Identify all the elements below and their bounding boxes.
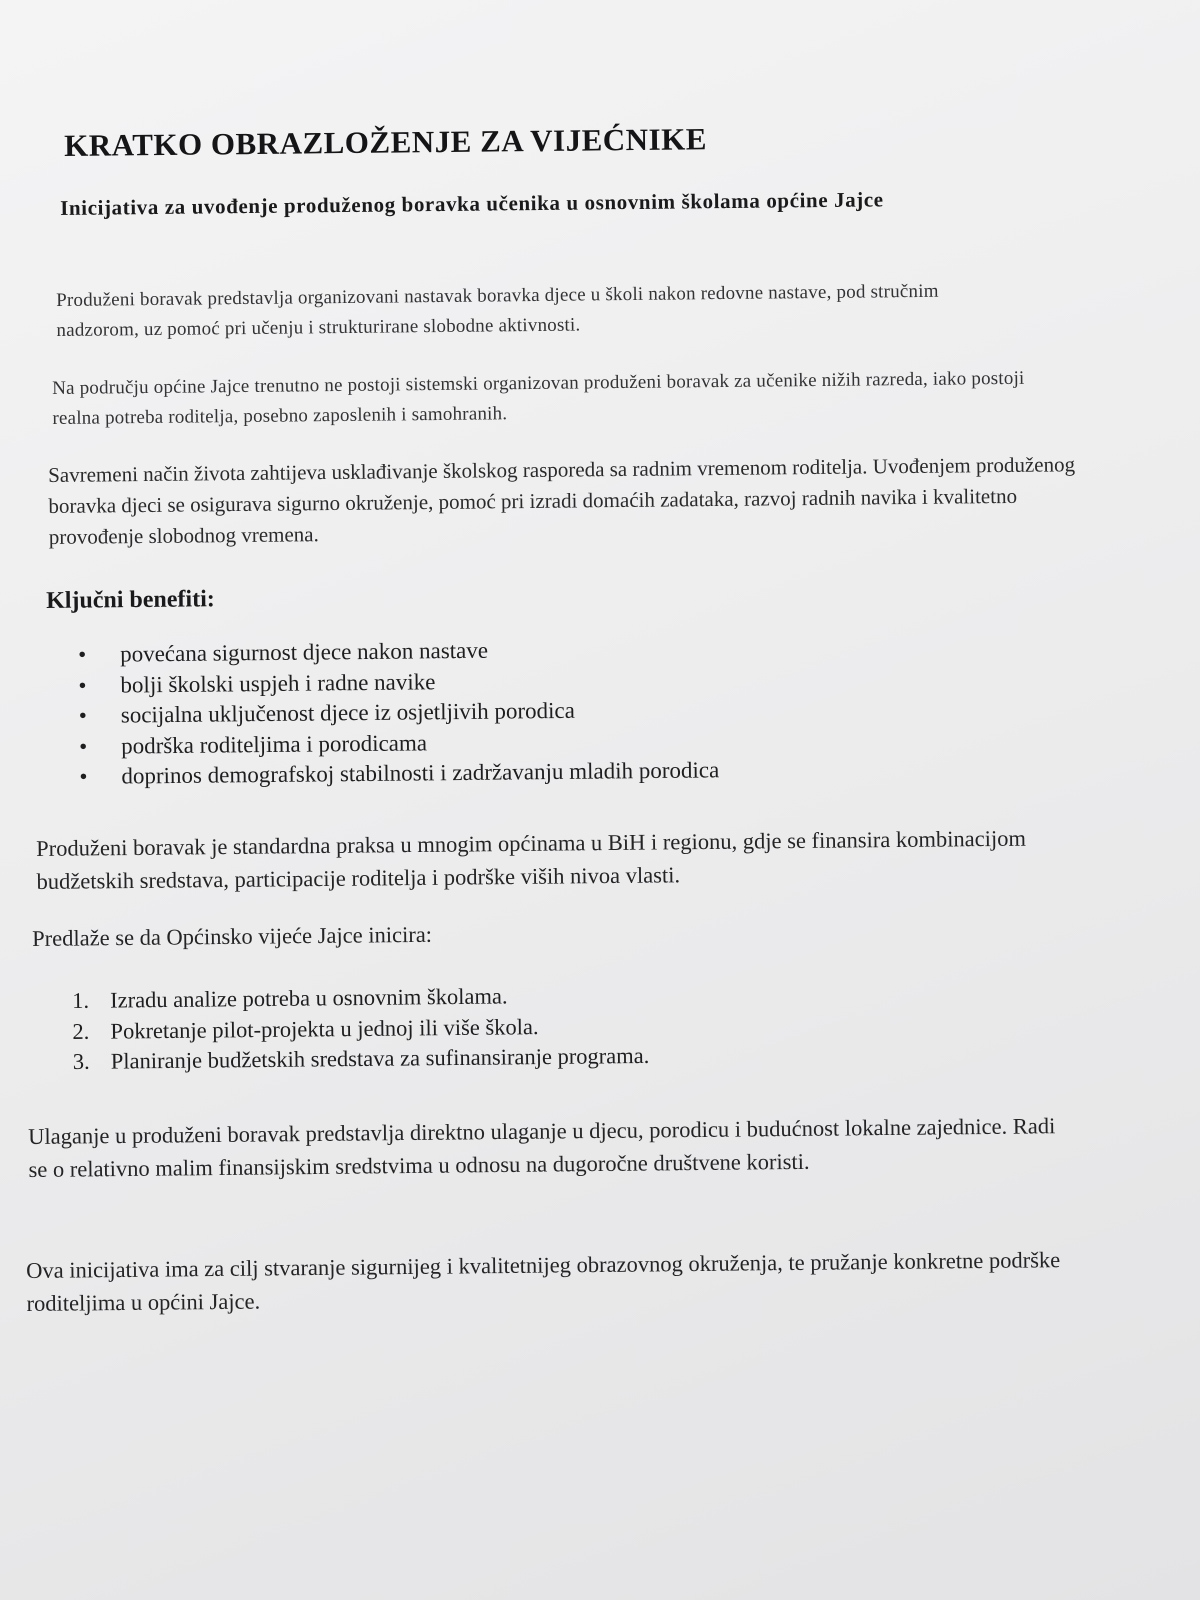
list-item: • povećana sigurnost djece nakon nastave [78, 632, 878, 671]
benefits-list [78, 632, 880, 793]
intro-paragraph-2 [52, 364, 1043, 434]
paragraph-text: Ulaganje u produženi boravak predstavlja direktno ulaganje u djecu, porodicu i budućnost lokalne zajednice. Radi se o relativno malim finansijskim sredstvima u odnosu na dugoročne društvene koristi. [28, 1113, 1056, 1182]
closing-paragraph-2 [26, 1243, 1117, 1320]
closing-paragraph-1 [28, 1109, 1079, 1186]
item-text: Planiranje budžetskih sredstava za sufinansiranje programa. [110, 1042, 650, 1074]
list-item: • podrška roditeljima i porodicama [79, 723, 879, 762]
benefits-list-block [78, 632, 880, 793]
paragraph-text: Savremeni način života zahtijeva usklađivanje školskog rasporeda sa radnim vremenom roditelja. Uvođenjem produženog boravka djeci se osigurava sigurno okruženje, pomoć pri izradi domaćih zadataka, razvoj radnih navika i kvalitetno provođenje slobodnog vremena. [48, 452, 1076, 549]
paragraph-text: Ova inicijativa ima za cilj stvaranje sigurnijeg i kvalitetnijeg obrazovnog okruženja, te pružanje konkretne podrške roditeljima u općini Jajce. [26, 1247, 1061, 1316]
proposals-list-block [72, 978, 873, 1078]
subtitle-block [60, 181, 1070, 224]
list-item: • bolji školski uspjeh i radne navike [78, 662, 878, 701]
item-number: 2. [72, 1018, 90, 1044]
document-title: KRATKO OBRAZLOŽENJE ZA VIJEĆNIKE [64, 121, 708, 163]
practice-paragraph [36, 821, 1097, 898]
benefits-heading-block [46, 586, 215, 615]
item-text: Izradu analize potreba u osnovnim školama. [110, 983, 508, 1013]
list-item: • socijalna uključenost djece iz osjetljivih porodica [79, 693, 879, 732]
item-text: Pokretanje pilot-projekta u jednoj ili više škola. [110, 1013, 539, 1044]
proposals-list [72, 978, 873, 1078]
intro-paragraph-3 [48, 449, 1099, 553]
paragraph-text: Produženi boravak je standardna praksa u mnogim općinama u BiH i regionu, gdje se finansira kombinacijom budžetskih sredstava, participacije roditelja i podrške viših nivoa vlasti. [36, 825, 1026, 894]
document-subtitle: Inicijativa za uvođenje produženog boravka učenika u osnovnim školama općine Jajce [60, 187, 884, 220]
item-number: 3. [72, 1048, 90, 1074]
item-number: 1. [72, 987, 90, 1013]
paragraph-text: Na području općine Jajce trenutno ne postoji sistemski organizovan produženi boravak za učenike nižih razreda, iako postoji realna potreba roditelja, posebno zaposlenih i samohranih. [52, 367, 1025, 429]
list-item: • doprinos demografskoj stabilnosti i zadržavanju mladih porodica [79, 754, 879, 793]
paragraph-text: Predlaže se da Općinsko vijeće Jajce inicira: [32, 921, 433, 951]
intro-paragraph-1 [56, 276, 1007, 346]
benefits-heading: Ključni benefiti: [46, 586, 215, 614]
title-block [64, 121, 707, 164]
proposal-intro [32, 913, 932, 955]
paragraph-text: Produženi boravak predstavlja organizovani nastavak boravka djece u školi nakon redovne nastave, pod stručnim nadzorom, uz pomoć pri učenju i strukturirane slobodne aktivnosti. [56, 280, 939, 341]
